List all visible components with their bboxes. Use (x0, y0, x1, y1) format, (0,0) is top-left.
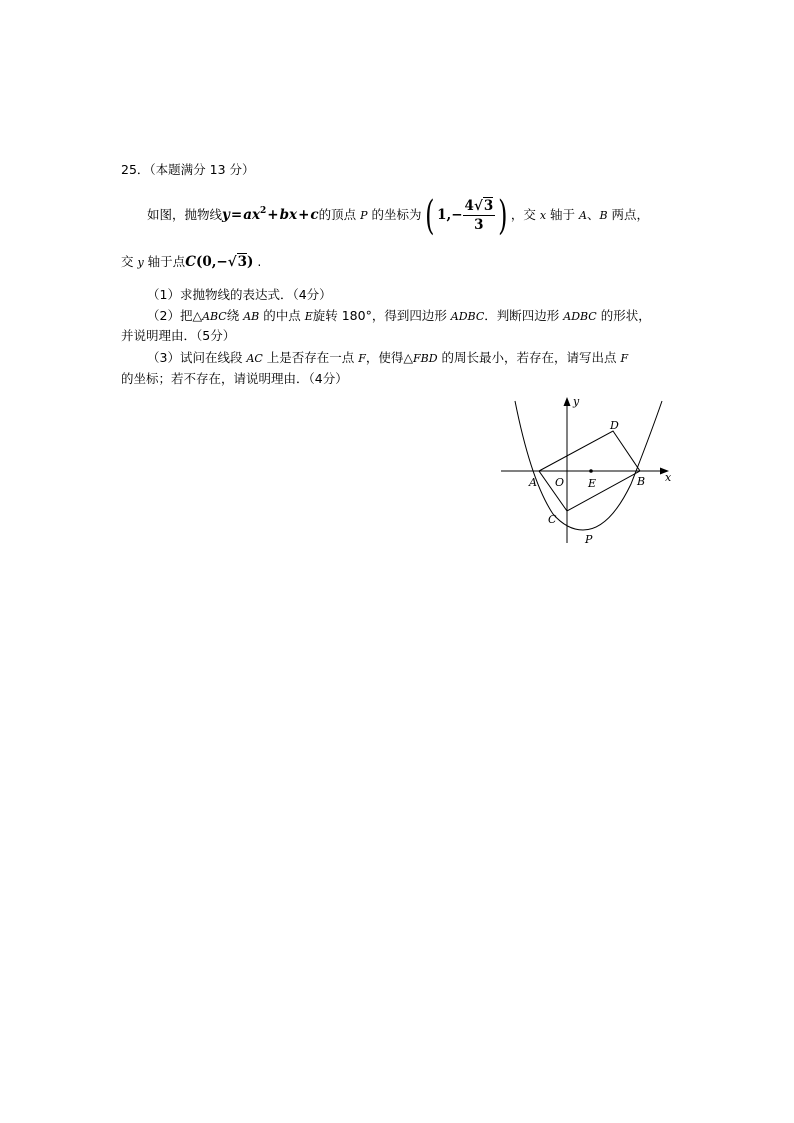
q2-triangle-abc: ABC (202, 310, 227, 323)
x-axis-variable: x (539, 209, 547, 222)
label-point-d: D (610, 419, 619, 432)
label-y-axis: y (573, 395, 580, 408)
eq-equals: = (230, 207, 243, 223)
eq-b: b (279, 207, 290, 223)
vertex-open-paren: ( (424, 192, 435, 239)
point-c-open: (0, (195, 254, 217, 270)
eq-a: a (243, 207, 252, 223)
q3-text-c: ，使得△ (365, 350, 414, 365)
intro-text-1: 如图，抛物线 (147, 207, 223, 222)
line2-text-a: 交 (121, 254, 138, 269)
fraction-numerator-coefficient: 4 (464, 197, 474, 214)
parabola-figure (497, 393, 677, 549)
point-a-text: A (578, 209, 587, 222)
point-c-radicand: 3 (237, 254, 248, 270)
label-point-c: C (548, 513, 557, 526)
intro-text-4: ，交 (510, 207, 540, 222)
q3-text-d: 的周长最小，若存在，请写出点 (437, 350, 621, 365)
q2-text-e: ．判断四边形 (484, 308, 564, 323)
eq-x: x (251, 207, 260, 223)
eq-x-2: x (289, 207, 298, 223)
label-x-axis: x (665, 471, 672, 484)
fraction-denominator: 3 (474, 216, 484, 233)
enumeration-comma: 、 (586, 207, 600, 222)
point-c-sqrt: √3 (227, 254, 248, 270)
parabola-curve (515, 401, 662, 530)
q2-text-f: 的形状， (596, 308, 651, 323)
q3-text-a: （3）试问在线段 (147, 350, 247, 365)
q3-point-f-2: F (620, 352, 629, 365)
eq-plus-2: + (298, 207, 310, 223)
label-origin-o: O (555, 476, 565, 489)
q3-point-f: F (358, 352, 366, 365)
intro-text-3: 的坐标为 (367, 207, 422, 222)
question-3-line-2: 的坐标；若不存在，请说明理由．（4分） (121, 371, 348, 386)
fraction-numerator-radicand: 3 (483, 197, 494, 214)
question-2-line-2: 并说明理由．（5分） (121, 328, 236, 343)
eq-y: y (222, 207, 230, 223)
problem-intro-line (147, 188, 649, 239)
label-point-a: A (529, 476, 537, 489)
q2-text-b: 绕 (226, 308, 244, 323)
problem-line-2 (121, 254, 261, 271)
vertex-close-paren: ) (498, 192, 508, 239)
point-c-minus: − (216, 254, 228, 270)
question-1: （1）求抛物线的表达式．（4分） (147, 287, 332, 302)
q2-quad-adbc-2: ADBC (563, 310, 597, 323)
label-point-e: E (588, 477, 597, 490)
vertex-minus: − (451, 207, 463, 223)
q2-segment-ab: AB (243, 310, 260, 323)
y-axis-arrow (564, 397, 571, 406)
point-c-name: C (185, 254, 196, 270)
q2-point-e: E (304, 310, 313, 323)
eq-plus-1: + (267, 207, 279, 223)
label-point-b: B (637, 475, 646, 488)
vertex-label-p: P (360, 209, 368, 222)
point-c-close: ) (247, 254, 254, 270)
q2-text-a: （2）把△ (147, 308, 203, 323)
vertex-y-fraction: $\frac{4√3}{3}$ (464, 197, 494, 233)
q3-segment-ac: AC (246, 352, 263, 365)
q3-triangle-fbd: FBD (413, 352, 438, 365)
q2-quad-adbc: ADBC (450, 310, 485, 323)
intro-text-2: 的顶点 (318, 207, 361, 222)
point-b-text: B (599, 209, 608, 222)
intro-text-6: 两点， (607, 207, 650, 222)
q2-text-d: 旋转 180°，得到四边形 (312, 308, 451, 323)
q2-text-c: 的中点 (259, 308, 305, 323)
y-axis-variable: y (137, 256, 144, 269)
parabola-diagram (497, 393, 677, 545)
question-2-line-1 (147, 308, 651, 325)
eq-c: c (310, 207, 319, 223)
q3-text-b: 上是否存在一点 (262, 350, 359, 365)
problem-header: 25．（本题满分 13 分） (121, 162, 255, 177)
intro-text-5: 轴于 (546, 207, 579, 222)
vertex-x: 1, (437, 207, 452, 223)
label-vertex-p: P (585, 533, 593, 545)
question-3-line-1 (147, 350, 628, 367)
midpoint-e-dot (589, 469, 593, 473)
line2-text-b: 轴于点 (143, 254, 186, 269)
eq-exponent: 2 (260, 206, 267, 216)
line2-period: . (253, 254, 262, 269)
